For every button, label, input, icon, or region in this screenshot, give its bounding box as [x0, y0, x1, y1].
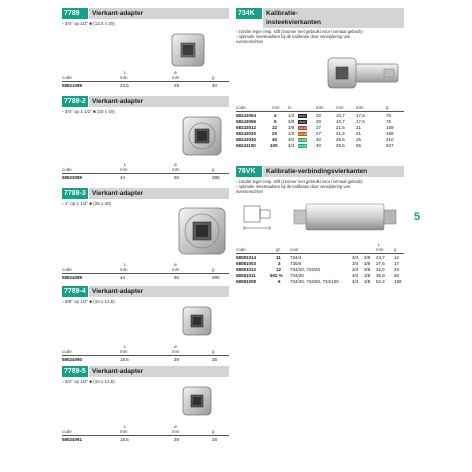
table-row: 58081014 11 734/4 3/4 3/8 24,7 12 [236, 255, 400, 260]
product-spec: ▫ 3/4" op 1/2" ■ (12,5 x 20) [62, 21, 115, 26]
table-row: 58243012 12 3/8 14x18 27 21,5 21 159 [236, 125, 394, 130]
table-row: 58081003 3 735/5 3/4 3/8 27,6 17 [236, 261, 400, 266]
section-7789-3 [62, 188, 229, 284]
product-note: ▫ optimale meetreadsen bij de kalibratie door verwijdering van [236, 184, 351, 190]
product-badge: 7789-4 [62, 286, 88, 297]
product-title: Vierkant-adapter [89, 188, 229, 199]
table-row: 58081012 12 734/10, 734/20 3/4 3/8 32,5 34 [236, 267, 400, 272]
section-78vk [236, 166, 404, 306]
connecting-square-image [242, 196, 402, 242]
product-title: Vierkant-adapter [89, 286, 229, 297]
spec-table: code L mm ø mm g 58524090 15.5 29 25 [62, 344, 229, 362]
table-row: 58243065 5 3/8 9x12 20 10,7 17,5 76 [236, 119, 392, 124]
torque-insert-tool-image [324, 52, 400, 94]
table-row: 58524091 15.5 29 28 [62, 437, 218, 442]
product-title: Vierkant-adapter [89, 8, 229, 19]
product-badge: 7789 [62, 8, 88, 19]
product-badge: 7789-3 [62, 188, 88, 199]
product-badge: 78VK [236, 166, 262, 177]
product-spec: ▫ 1" op 1 1/2" ■ (25 x 40) [62, 201, 112, 206]
square-drive-adapter-image [168, 30, 208, 70]
table-row: 58241100 100 3/4 22x28 40 29,5 55 927 [236, 143, 394, 148]
section-7789-4 [62, 286, 229, 366]
product-note: oversenschten [236, 39, 264, 45]
table-row: 58081011 502 % 734/20 3/4 3/8 36,9 60 [236, 273, 400, 278]
product-title: Vierkant-adapter [89, 366, 229, 377]
product-spec: ▫ 3/4" op 1/2" ■ (10 x 12,5) [62, 379, 115, 384]
square-drive-adapter-image [180, 114, 224, 158]
product-badge: 734K [236, 8, 262, 19]
table-row: 58243020 20 1/2 14x18 27 21,5 21 158 [236, 131, 394, 136]
spec-table: code mm in mm mm mm g 58243064 4 1/4 9x12 20 10,7 17,5 76 58243065 5 3/8 9x12 20 10,7 17,5 76 58243012 12 3/8 14x18 27 21,5 21 159 58243020 20 1/2 14x18 27 21,5 21 158 58243040 40 3/4 22x28 40 29,5 25 410 58241100 100 3/4 22x28 40 29,5 55 927 [236, 100, 404, 148]
product-note: ▫ zonder leger resp. stift (zoomer met gebruikt voor normaal gebruik) [236, 29, 363, 34]
table-row: 58243064 4 1/4 9x12 20 10,7 17,5 76 [236, 113, 392, 118]
square-drive-adapter-image [176, 205, 228, 257]
product-title: Vierkant-adapter [89, 96, 229, 107]
table-row: 58523089 44 60 380 [62, 175, 220, 180]
section-7789-5 [62, 366, 229, 448]
product-note: ▫ zonder leger resp. stift (zoomer met gebruikt voor normaal gebruik) [236, 179, 363, 184]
spec-table: code gr. voor L mm g 58081014 11 734/4 3/4 3/8 24,7 12 58081003 3 735/5 3/4 3/8 27,6 17 58081012 12 734/10, 734/20 3/4 3/8 32,5 34 58081011 502 % 734/20 3/4 3/8 36,9 60 58081008 6 734/40, 734/60, 734/100 3/4 3/8 52,2 158 [236, 242, 404, 284]
square-drive-adapter-image [180, 384, 214, 418]
product-badge: 7789-5 [62, 366, 88, 377]
product-spec: ▫ 3/8" op 1/2" ■ (10 x 12,5) [62, 299, 115, 304]
table-row: 58243040 40 3/4 22x28 40 29,5 25 410 [236, 137, 394, 142]
page-number: 5 [414, 211, 421, 223]
section-7789-2 [62, 96, 229, 184]
product-note: oversenschten [236, 189, 264, 195]
product-title: Kalibratie-verbindingsvierkanten [263, 166, 404, 177]
section-734k [236, 8, 404, 158]
table-row: 58521089 23.5 29 40 [62, 83, 218, 88]
square-drive-adapter-image [180, 304, 214, 338]
table-row: 58524089 44 60 280 [62, 275, 220, 280]
spec-table: code L mm ø mm g 58523089 44 60 380 [62, 162, 229, 180]
product-note: ▫ optimale meetreadsen bij de kalibratie door verwijdering van [236, 34, 351, 40]
spec-table: code L mm ø mm g 58521089 23.5 29 40 [62, 70, 229, 88]
section-7789 [62, 8, 229, 93]
table-row: 58081008 6 734/40, 734/60, 734/100 3/4 3/8 52,2 158 [236, 279, 402, 284]
spec-table: code L mm ø mm g 58524091 15.5 29 28 [62, 424, 229, 442]
product-title: Kalibratie- insteekvierkanten [263, 8, 404, 28]
spec-table: code L mm ø mm g 58524089 44 60 280 [62, 262, 229, 280]
product-badge: 7789-2 [62, 96, 88, 107]
table-row: 58524090 15.5 29 25 [62, 357, 218, 362]
product-spec: ▫ 3/4" op 1 1/2" ■ (20 x 40) [62, 109, 115, 114]
